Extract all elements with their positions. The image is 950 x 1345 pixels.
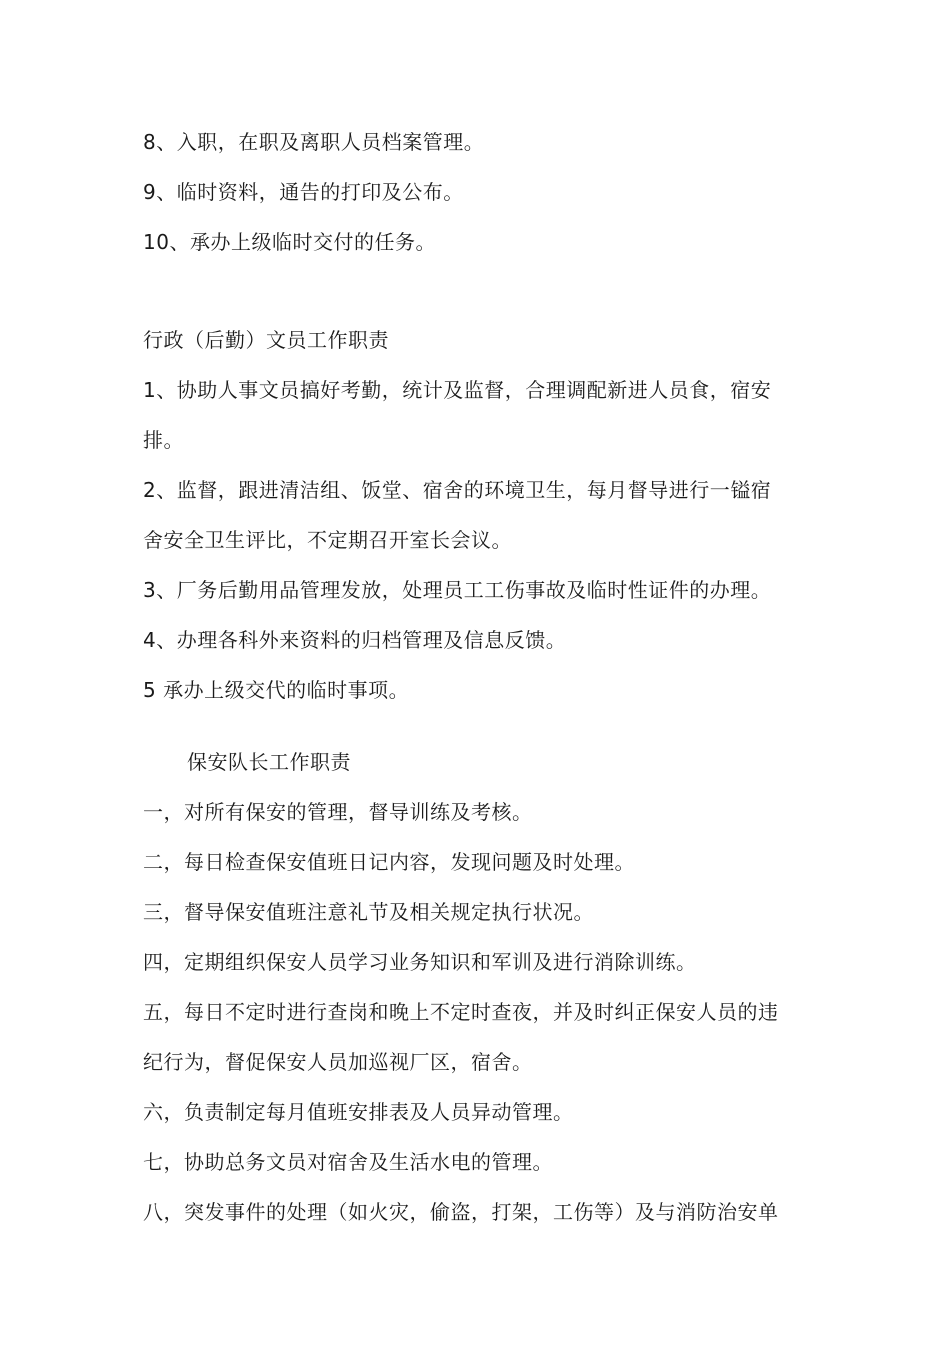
section-title: 保安队长工作职责 xyxy=(187,750,351,774)
section-title: 行政（后勤）文员工作职责 xyxy=(143,328,389,352)
list-item: 5 承办上级交代的临时事项。 xyxy=(143,678,410,702)
list-item: 排。 xyxy=(143,428,184,452)
list-item: 4、办理各科外来资料的归档管理及信息反馈。 xyxy=(143,628,567,652)
list-item: 三，督导保安值班注意礼节及相关规定执行状况。 xyxy=(143,900,594,924)
list-item: 五，每日不定时进行查岗和晚上不定时查夜，并及时纠正保安人员的违 xyxy=(143,1000,779,1024)
list-item: 二，每日检查保安值班日记内容，发现问题及时处理。 xyxy=(143,850,635,874)
list-item: 9、临时资料，通告的打印及公布。 xyxy=(143,180,464,204)
list-item: 3、厂务后勤用品管理发放，处理员工工伤事故及临时性证件的办理。 xyxy=(143,578,772,602)
list-item: 一，对所有保安的管理，督导训练及考核。 xyxy=(143,800,533,824)
list-item: 八，突发事件的处理（如火灾，偷盗，打架，工伤等）及与消防治安单 xyxy=(143,1200,779,1224)
list-item: 1、协助人事文员搞好考勤，统计及监督，合理调配新进人员食，宿安 xyxy=(143,378,772,402)
list-item: 舍安全卫生评比，不定期召开室长会议。 xyxy=(143,528,512,552)
list-item: 六，负责制定每月值班安排表及人员异动管理。 xyxy=(143,1100,574,1124)
list-item: 2、监督，跟进清洁组、饭堂、宿舍的环境卫生，每月督导进行一镒宿 xyxy=(143,478,772,502)
list-item: 纪行为，督促保安人员加巡视厂区，宿舍。 xyxy=(143,1050,533,1074)
list-item: 8、入职，在职及离职人员档案管理。 xyxy=(143,130,485,154)
list-item: 七，协助总务文员对宿舍及生活水电的管理。 xyxy=(143,1150,553,1174)
list-item: 10、承办上级临时交付的任务。 xyxy=(143,230,436,254)
list-item: 四，定期组织保安人员学习业务知识和军训及进行消除训练。 xyxy=(143,950,697,974)
